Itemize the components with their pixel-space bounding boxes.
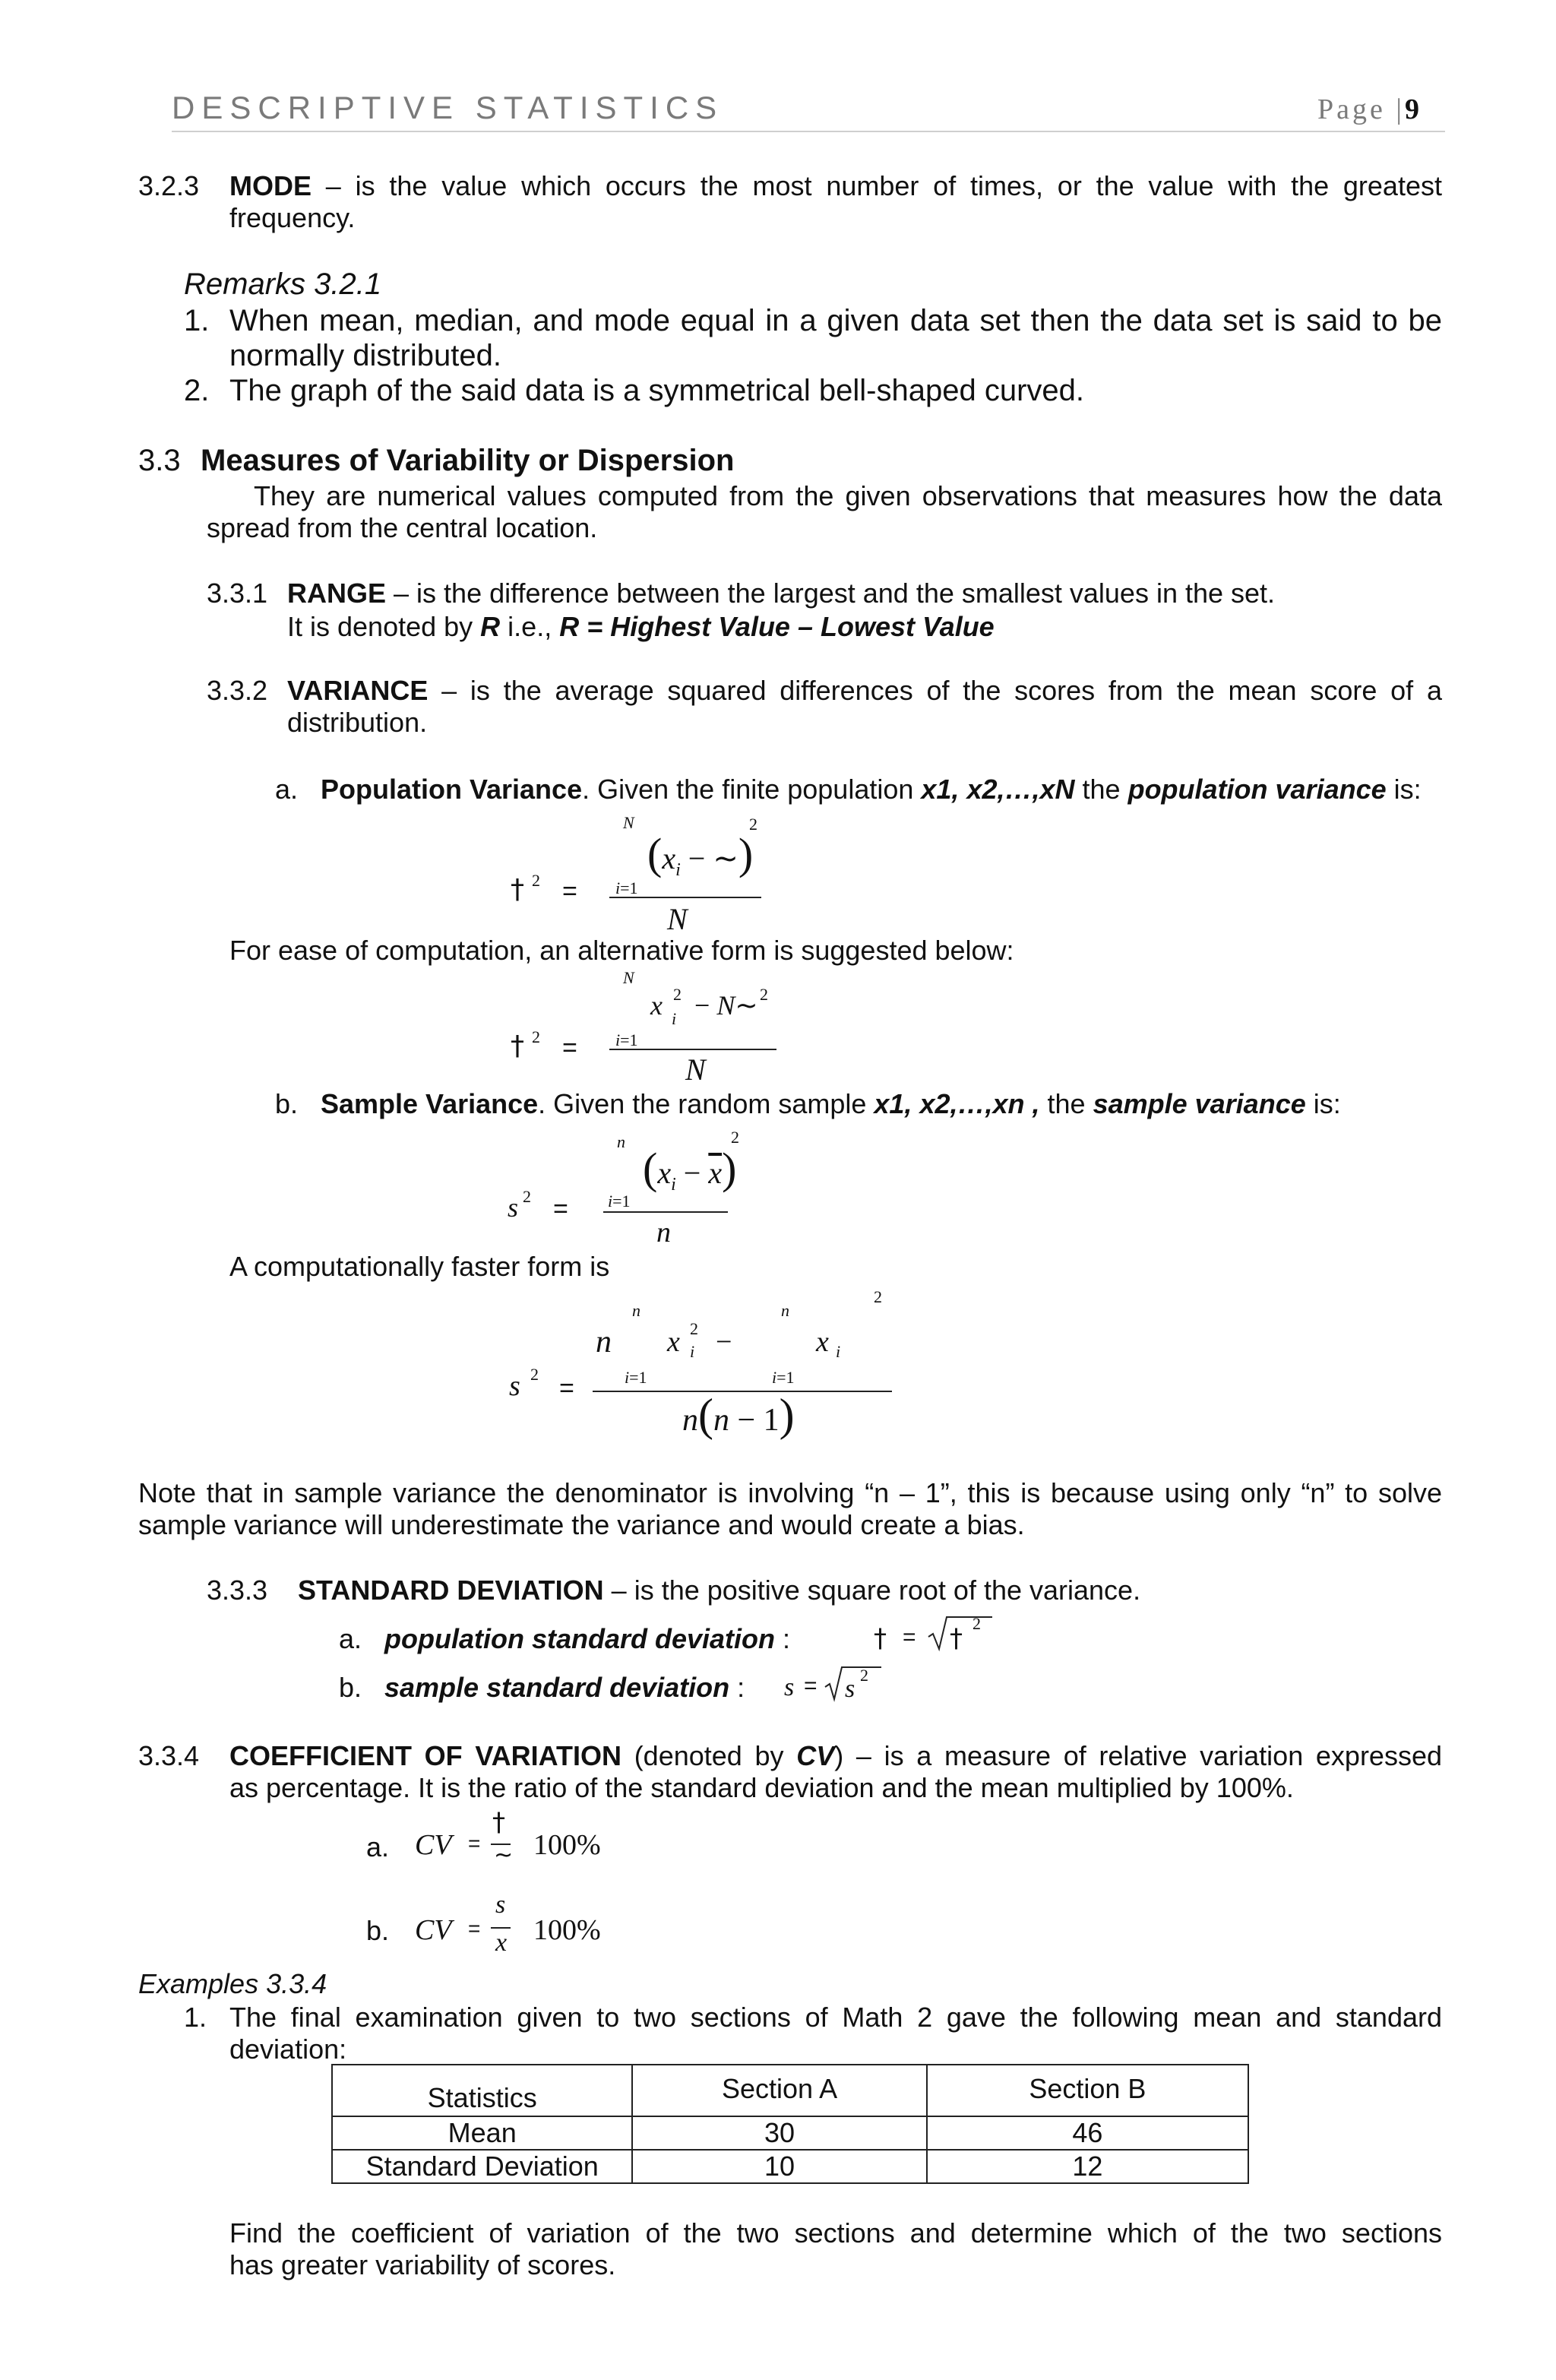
sample-variance-fast-formula: n n 2 n x 2 i − x i s 2 = i=1 i=1 n(n − 1) [501, 1284, 912, 1451]
item-label: a. [366, 1831, 390, 1863]
population-variance-text: is: [1386, 774, 1422, 805]
faster-form-text: A computationally faster form is [229, 1251, 610, 1282]
variance-definition-text: – is the average squared differences of the scores from the mean score of a [441, 675, 1442, 706]
sample-variance-emphasis: sample variance [1093, 1088, 1306, 1119]
section-number: 3.2.3 [138, 170, 200, 201]
cv-definition-text: (denoted by [621, 1740, 797, 1771]
section-number: 3.3.3 [207, 1575, 268, 1606]
example-question: Find the coefficient of variation of the two sections and determine which of the two sections [229, 2217, 1442, 2249]
sample-variance-title: Sample Variance [321, 1088, 539, 1119]
cv-symbol: CV [796, 1740, 835, 1771]
remark-2-text: The graph of the said data is a symmetrical bell-shaped curved. [229, 374, 1085, 407]
mode-definition [229, 170, 1442, 202]
table-cell: 46 [927, 2116, 1248, 2150]
population-std-label [384, 1623, 790, 1655]
remark-1-text-cont: normally distributed. [229, 339, 501, 372]
item-label: a. [339, 1623, 362, 1654]
sample-std-text: sample standard deviation [384, 1672, 730, 1703]
cv-definition-text: ) – is a measure of relative variation expressed [834, 1740, 1442, 1771]
table-header-row [332, 2065, 1248, 2116]
sample-variance-formula: n $(x_i - \overline{x})$ 2 s 2 = i=1 n [508, 1128, 739, 1249]
page-number-label [1317, 93, 1419, 126]
colon: : [775, 1623, 791, 1654]
example-1-text-cont: deviation: [229, 2033, 347, 2065]
cv-definition-cont: as percentage. It is the ratio of the standard deviation and the mean multiplied by 100%. [229, 1772, 1294, 1803]
table-header-cell: Statistics [332, 2065, 632, 2116]
std-definition-text: – is the positive square root of the variance. [603, 1575, 1141, 1606]
population-std-text: population standard deviation [384, 1623, 776, 1654]
sample-std-label [384, 1672, 745, 1704]
mode-term: MODE [229, 170, 312, 201]
population-variance-title: Population Variance [321, 774, 583, 805]
example-1-text: The final examination given to two sections of Math 2 gave the following mean and standard [229, 2002, 1442, 2033]
example-question-cont: has greater variability of scores. [229, 2249, 616, 2280]
sample-std-formula: s = s 2 [781, 1660, 887, 1705]
sample-variance-line [321, 1088, 1341, 1120]
table-cell: 30 [632, 2116, 926, 2150]
percent-factor: 100% [533, 1914, 601, 1946]
range-symbol: R [480, 611, 501, 642]
range-definition [287, 578, 1275, 609]
measures-intro-cont: spread from the central location. [207, 512, 598, 543]
section-number: 3.3.4 [138, 1740, 200, 1771]
table-header-cell: Section A [632, 2065, 926, 2116]
table-cell: 12 [927, 2150, 1248, 2183]
remark-1-text: When mean, median, and mode equal in a given data set then the data set is said to be [229, 304, 1442, 337]
variance-definition-cont: distribution. [287, 707, 428, 738]
examples-title: Examples 3.3.4 [138, 1968, 327, 1999]
alternative-form-text: For ease of computation, an alternative form is suggested below: [229, 935, 1014, 966]
variance-term: VARIANCE [287, 675, 429, 706]
range-text: i.e., [500, 611, 560, 642]
range-formula-line [287, 611, 995, 643]
population-variance-line [321, 774, 1422, 805]
variance-definition [287, 675, 1442, 707]
running-header-title: DESCRIPTIVE STATISTICS [172, 90, 724, 125]
range-definition-text: – is the difference between the largest and the smallest values in the set. [386, 578, 1276, 609]
section-number: 3.3 [138, 444, 181, 477]
cv-term: COEFFICIENT OF VARIATION [229, 1740, 622, 1771]
table-cell: 10 [632, 2150, 926, 2183]
item-label: b. [275, 1088, 299, 1119]
population-variance-emphasis: population variance [1127, 774, 1387, 805]
statistics-table [331, 2064, 1249, 2184]
section-title: Measures of Variability or Dispersion [201, 444, 735, 477]
table-header-cell: Section B [927, 2065, 1248, 2116]
header-rule [172, 131, 1445, 132]
item-label: b. [366, 1915, 390, 1946]
mode-definition-text: – is the value which occurs the most number of times, or the value with the greatest [325, 170, 1442, 201]
std-term: STANDARD DEVIATION [298, 1575, 604, 1606]
page-number: 9 [1404, 93, 1419, 125]
remark-2-number: 2. [184, 374, 210, 407]
range-term: RANGE [287, 578, 387, 609]
std-definition [298, 1575, 1140, 1606]
page-label: Page | [1317, 93, 1405, 125]
cv-symbol: CV [415, 1914, 452, 1946]
sample-variance-text: . Given the random sample [538, 1088, 874, 1119]
table-cell: Mean [332, 2116, 632, 2150]
table-cell: Standard Deviation [332, 2150, 632, 2183]
table-row [332, 2116, 1248, 2150]
section-number: 3.3.1 [207, 578, 268, 609]
sample-sequence: x1, x2,…,xn , [874, 1088, 1040, 1119]
note-text-cont: sample variance will underestimate the variance and would create a bias. [138, 1509, 1025, 1540]
cv-symbol: CV [415, 1829, 452, 1861]
population-std-formula: † = † 2 [874, 1609, 995, 1655]
population-variance-text: . Given the finite population [582, 774, 922, 805]
section-number: 3.3.2 [207, 675, 268, 706]
population-variance-alt-formula: N x 2 i − N~ 2 † 2 = i=1 N [501, 968, 805, 1090]
population-variance-formula: N ($x_i$ − ~) 2 † 2 = i=1 N [501, 813, 805, 942]
note-text: Note that in sample variance the denominator is involving “n – 1”, this is because using only “n” to solve [138, 1477, 1442, 1508]
population-variance-text: the [1074, 774, 1128, 805]
mode-definition-cont: frequency. [229, 202, 356, 233]
example-1-number: 1. [184, 2002, 207, 2033]
cv-population-formula: CV = † ~ 100% [415, 1807, 601, 1869]
remark-1-number: 1. [184, 304, 210, 337]
colon: : [729, 1672, 745, 1703]
measures-intro: They are numerical values computed from the given observations that measures how the data [254, 480, 1442, 511]
table-row [332, 2150, 1248, 2183]
cv-sample-formula: CV = s x 100% [415, 1891, 601, 1957]
item-label: a. [275, 774, 299, 805]
item-label: b. [339, 1672, 362, 1703]
range-text: It is denoted by [287, 611, 481, 642]
range-formula: R = Highest Value – Lowest Value [559, 611, 995, 642]
sample-variance-text: the [1039, 1088, 1093, 1119]
percent-factor: 100% [533, 1829, 601, 1861]
sample-variance-text: is: [1305, 1088, 1341, 1119]
remarks-title: Remarks 3.2.1 [184, 267, 382, 301]
cv-definition [229, 1740, 1442, 1772]
population-sequence: x1, x2,…,xN [921, 774, 1075, 805]
